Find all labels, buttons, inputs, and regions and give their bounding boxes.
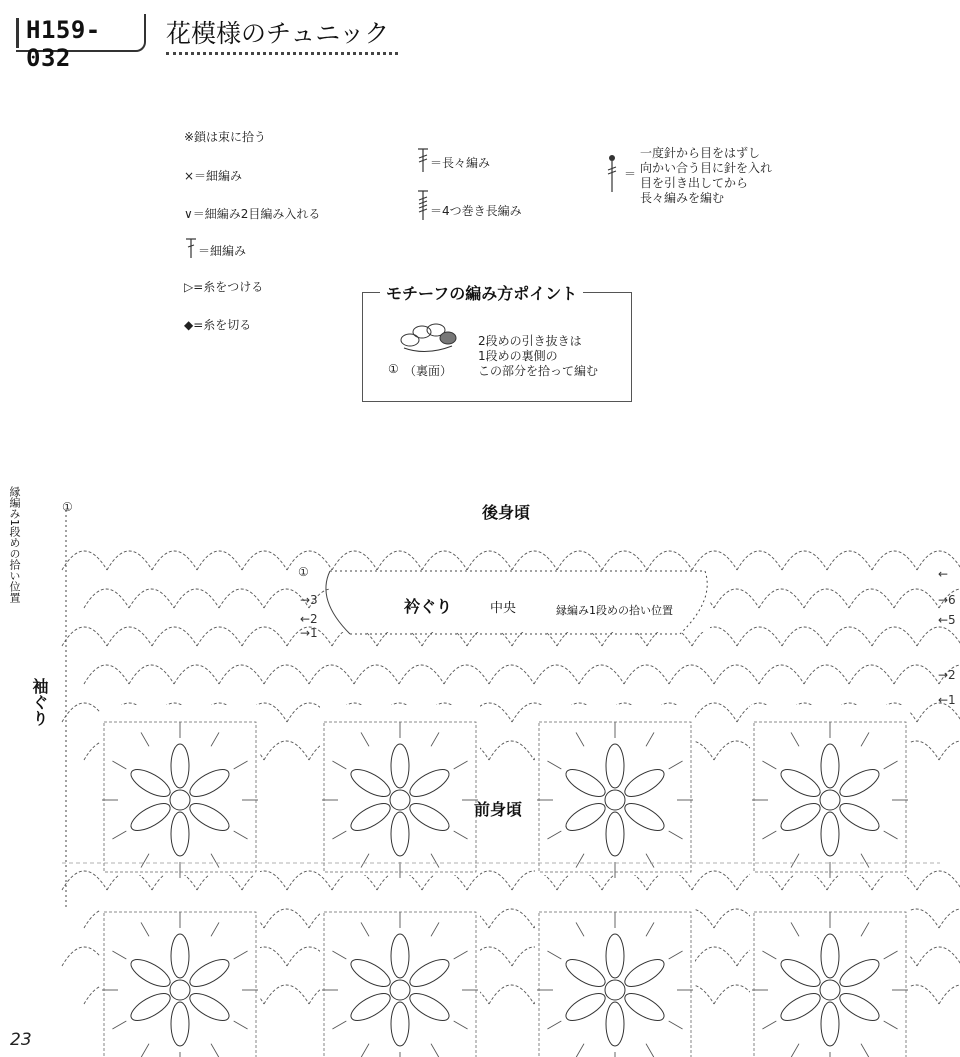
legend-item-single-crochet: ×＝細編み xyxy=(184,169,243,183)
row-label-right-6: →6 xyxy=(938,593,956,607)
double-treble-icon xyxy=(416,146,430,172)
crochet-chart-diagram xyxy=(0,470,960,1057)
legend-note: ※鎖は束に拾う xyxy=(184,130,267,144)
title-underline xyxy=(166,52,398,55)
legend-item-post: ＝細編み xyxy=(198,244,247,258)
popcorn-treble-icon xyxy=(605,152,619,192)
quadruple-treble-icon xyxy=(416,188,430,220)
pattern-code-badge xyxy=(16,14,146,72)
stitch-post-icon xyxy=(184,236,198,258)
motif-point-title: モチーフの編み方ポイント xyxy=(380,281,583,304)
legend-item-cut-yarn: ◆=糸を切る xyxy=(184,318,252,332)
legend-item-increase: ∨＝細編み2目編み入れる xyxy=(184,207,321,221)
legend-item-join-yarn: ▷=糸をつける xyxy=(184,280,264,294)
row-label-left-top: ① xyxy=(62,500,73,514)
motif-point-note: 2段めの引き抜きは 1段めの裏側の この部分を拾って編む xyxy=(478,334,599,378)
label-left-pickup: 縁編み1段めの拾い位置 xyxy=(8,486,21,603)
row-label-right-1: ←1 xyxy=(938,693,956,707)
pattern-code: H159-032 xyxy=(26,16,101,72)
legend-item-quadruple-treble: ＝4つ巻き長編み xyxy=(430,204,522,218)
legend-popcorn-note: 一度針から目をはずし 向かい合う目に針を入れ 目を引き出してから 長々編みを編む xyxy=(640,146,773,205)
page-number: 23 xyxy=(10,1030,32,1050)
row-label-left-3: →3 xyxy=(300,593,318,607)
motif-back-label: （裏面） xyxy=(404,364,453,378)
row-label-neck-start: ① xyxy=(298,565,309,579)
label-pickup-edge: 縁編み1段めの拾い位置 xyxy=(556,604,673,617)
row-label-right-5: ←5 xyxy=(938,613,956,627)
label-front-body: 前身頃 xyxy=(474,800,523,819)
motif-back-illustration xyxy=(396,318,466,358)
row-label-left-2: ←2 xyxy=(300,612,318,626)
row-label-right-top: ← xyxy=(938,567,949,581)
row-label-right-2: →2 xyxy=(938,668,956,682)
legend-item-double-treble: ＝長々編み xyxy=(430,156,491,170)
label-armhole: 袖ぐり xyxy=(30,678,49,726)
row-label-left-1: →1 xyxy=(300,626,318,640)
label-neckline: 衿ぐり xyxy=(400,594,456,617)
label-center: 中央 xyxy=(490,597,516,616)
page-title: 花模様のチュニック xyxy=(166,19,390,48)
motif-circle-label: ① xyxy=(388,362,399,376)
label-back-body: 後身頃 xyxy=(482,503,531,522)
